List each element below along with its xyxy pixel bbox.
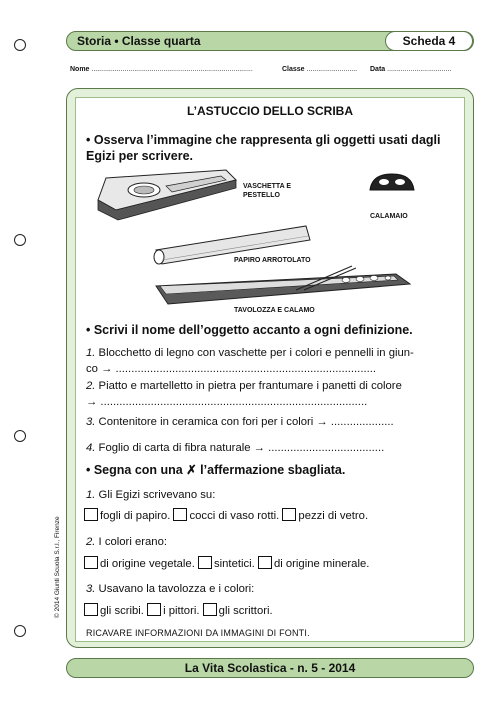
definition-line[interactable]: 3. Contenitore in ceramica con fori per i colori → .................... [86, 416, 394, 428]
class-label: Classe .......................... [282, 66, 358, 73]
skill-note: RICAVARE INFORMAZIONI DA IMMAGINI DI FONTI. [86, 628, 310, 638]
binder-hole [14, 234, 26, 246]
binder-hole [14, 430, 26, 442]
definition-line[interactable]: co → ................................................................................... [86, 363, 377, 375]
definition-line[interactable]: 4. Foglio di carta di fibra naturale → ..................................... [86, 442, 385, 454]
checkbox[interactable] [84, 508, 98, 521]
question-text: 2. I colori erano: [86, 536, 168, 548]
definition-line[interactable]: → ..................................................................................... [86, 396, 368, 408]
checkbox[interactable] [282, 508, 296, 521]
binder-hole [14, 625, 26, 637]
checkbox[interactable] [147, 603, 161, 616]
definition-line[interactable]: 2. Piatto e martelletto in pietra per frantumare i panetti di colore [86, 380, 402, 392]
class-field[interactable]: .......................... [306, 66, 358, 73]
sheet-number: Scheda 4 [385, 31, 473, 51]
label-tavolozza: TAVOLOZZA E CALAMO [234, 307, 315, 314]
copyright-text: © 2014 Giunti Scuola S.r.l., Firenze [54, 516, 61, 618]
worksheet-body [75, 97, 465, 642]
question-text: 3. Usavano la tavolozza e i colori: [86, 583, 255, 595]
footer-bar: La Vita Scolastica - n. 5 - 2014 [66, 658, 474, 678]
checkbox[interactable] [203, 603, 217, 616]
instruction-write: • Scrivi il nome dell’oggetto accanto a ogni definizione. [86, 323, 413, 337]
date-field[interactable]: ................................. [387, 66, 452, 73]
option-row: di origine vegetale. sintetici. di origine minerale. [84, 556, 369, 570]
label-vaschetta: VASCHETTA E PESTELLO [243, 183, 292, 199]
palette-with-pestle-image [98, 170, 236, 220]
checkbox[interactable] [173, 508, 187, 521]
header-bar [66, 31, 474, 51]
label-papiro: PAPIRO ARROTOLATO [234, 257, 311, 264]
binder-hole [14, 39, 26, 51]
date-label: Data ................................. [370, 66, 452, 73]
instruction-mark: • Segna con una ✗ l’affermazione sbagliata. [86, 463, 346, 477]
name-label: Nome ................................................................................... [70, 66, 253, 73]
label-calamaio: CALAMAIO [370, 213, 408, 220]
definition-line[interactable]: 1. Blocchetto di legno con vaschette per i colori e pennelli in giun- [86, 347, 414, 359]
checkbox[interactable] [84, 556, 98, 569]
header-title: Storia • Classe quarta [77, 34, 201, 48]
worksheet-frame [66, 88, 474, 648]
option-row: gli scribi. i pittori. gli scrittori. [84, 603, 273, 617]
page-title: L’ASTUCCIO DELLO SCRIBA [186, 104, 353, 118]
option-row: fogli di papiro. cocci di vaso rotti. pezzi di vetro. [84, 508, 368, 522]
inkwell-image [370, 174, 414, 190]
checkbox[interactable] [198, 556, 212, 569]
question-text: 1. Gli Egizi scrivevano su: [86, 489, 216, 501]
palette-and-reed-image [156, 266, 410, 304]
name-field[interactable]: ................................................................................... [91, 66, 253, 73]
checkbox[interactable] [84, 603, 98, 616]
instruction-observe: • Osserva l’immagine che rappresenta gli oggetti usati dagli Egizi per scrivere. [86, 133, 441, 163]
checkbox[interactable] [258, 556, 272, 569]
